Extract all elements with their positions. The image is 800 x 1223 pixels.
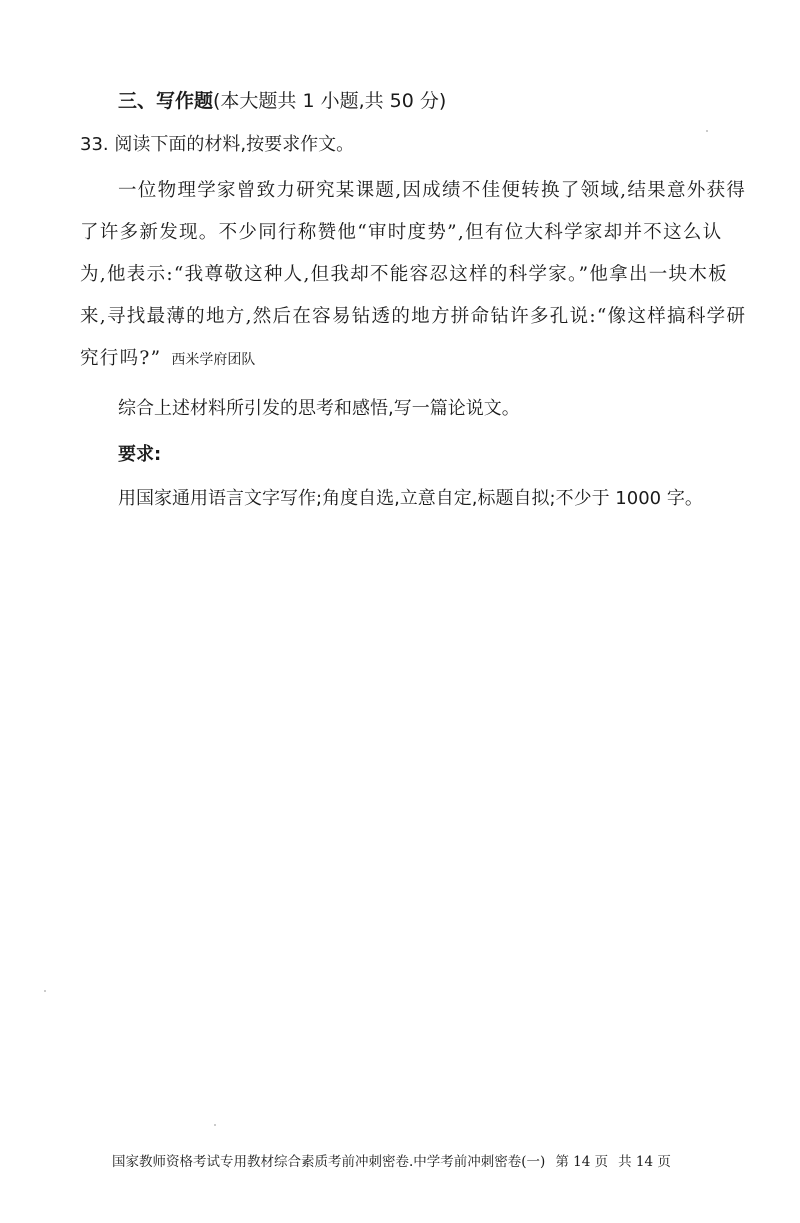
page-footer <box>112 1150 681 1170</box>
material-line-5-text: 究行吗?” <box>80 348 162 369</box>
footer-total-pages: 共 14 页 <box>618 1154 671 1170</box>
requirement-label: 要求: <box>118 444 162 465</box>
footer-page-number: 第 14 页 <box>555 1154 609 1170</box>
scan-speck <box>706 130 708 132</box>
material-line-1: 一位物理学家曾致力研究某课题,因成绩不佳便转换了领域,结果意外获得 <box>118 180 747 201</box>
material-line-3: 为,他表示:“我尊敬这种人,但我却不能容忍这样的科学家。”他拿出一块木板 <box>80 264 728 285</box>
section-heading: 三、写作题 <box>118 90 214 112</box>
scan-speck <box>214 1124 216 1126</box>
watermark-text: 西米学府团队 <box>171 352 256 368</box>
question-stem: 33. 阅读下面的材料,按要求作文。 <box>80 134 355 155</box>
material-line-2: 了许多新发现。不少同行称赞他“审时度势”,但有位大科学家却并不这么认 <box>80 222 723 243</box>
writing-instruction: 综合上述材料所引发的思考和感悟,写一篇论说文。 <box>118 398 520 419</box>
material-line-5 <box>80 344 255 370</box>
section-title <box>118 86 446 113</box>
requirement-text: 用国家通用语言文字写作;角度自选,立意自定,标题自拟;不少于 1000 字。 <box>118 488 703 509</box>
section-note: (本大题共 1 小题,共 50 分) <box>213 90 447 112</box>
material-line-4: 来,寻找最薄的地方,然后在容易钻透的地方拼命钻许多孔说:“像这样搞科学研 <box>80 306 747 327</box>
scan-speck <box>44 990 46 992</box>
footer-title: 国家教师资格考试专用教材综合素质考前冲刺密卷.中学考前冲刺密卷(一) <box>112 1154 546 1170</box>
